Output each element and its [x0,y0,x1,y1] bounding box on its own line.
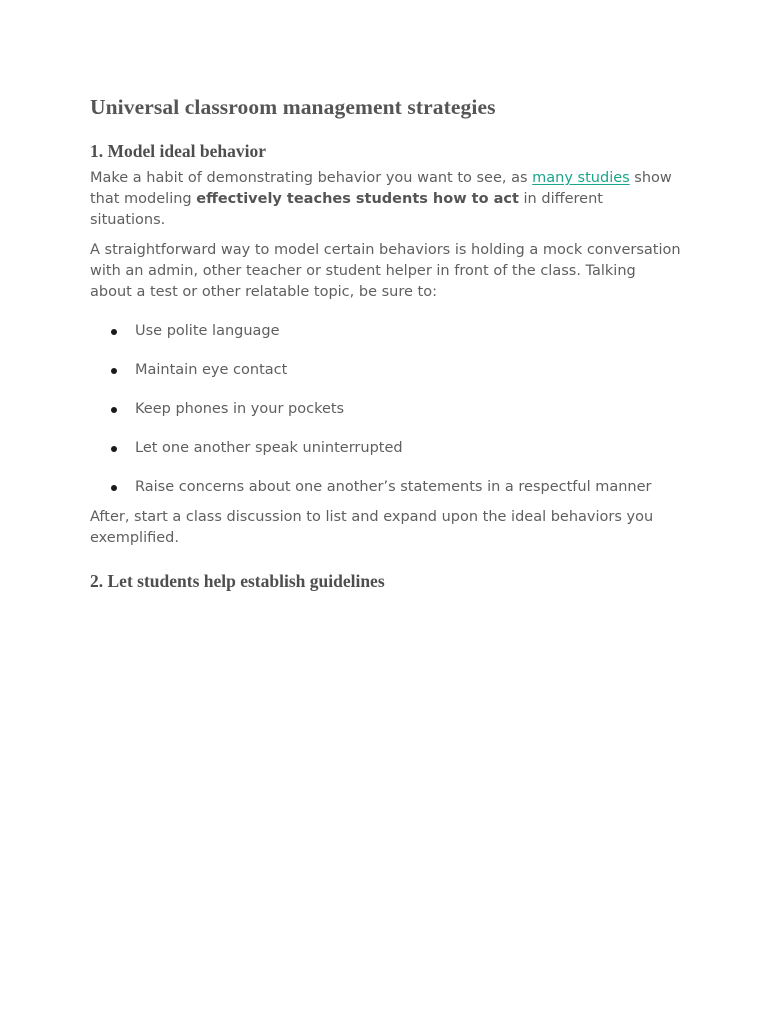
section-heading-guidelines: 2. Let students help establish guidelines [90,571,385,591]
document-page [90,92,682,593]
paragraph-text: show that modeling [90,170,672,207]
section-heading-model-behavior: 1. Model ideal behavior [90,141,266,161]
many-studies-link[interactable]: many studies [532,170,630,186]
list-item-text: Maintain eye contact [135,362,288,378]
paragraph-intro [90,168,682,231]
list-item-text: Raise concerns about one another’s statements in a respectful manner [135,479,652,495]
paragraph-text: Make a habit of demonstrating behavior you want to see, as [90,170,533,186]
bullet-icon [111,446,117,452]
bullet-icon [111,329,117,335]
paragraph-discussion: After, start a class discussion to list and expand upon the ideal behaviors you exemplified. [90,509,654,546]
page-title: Universal classroom management strategies [90,95,496,119]
bullet-icon [111,407,117,413]
behavior-list [90,321,682,498]
bullet-icon [111,485,117,491]
list-item-text: Let one another speak uninterrupted [135,440,403,456]
list-item [90,438,682,459]
paragraph-mock-conversation: A straightforward way to model certain behaviors is holding a mock conversation with an admin, other teacher or student helper in front of the class. Talking about a test or other relatable topic, be sure to: [90,242,681,300]
list-item [90,360,682,381]
list-item [90,321,682,342]
bullet-icon [111,368,117,374]
list-item-text: Keep phones in your pockets [135,401,345,417]
list-item-text: Use polite language [135,323,280,339]
list-item [90,477,682,498]
list-item [90,399,682,420]
bold-emphasis: effectively teaches students how to act [196,191,519,207]
paragraph-text: in different situations. [90,191,603,228]
